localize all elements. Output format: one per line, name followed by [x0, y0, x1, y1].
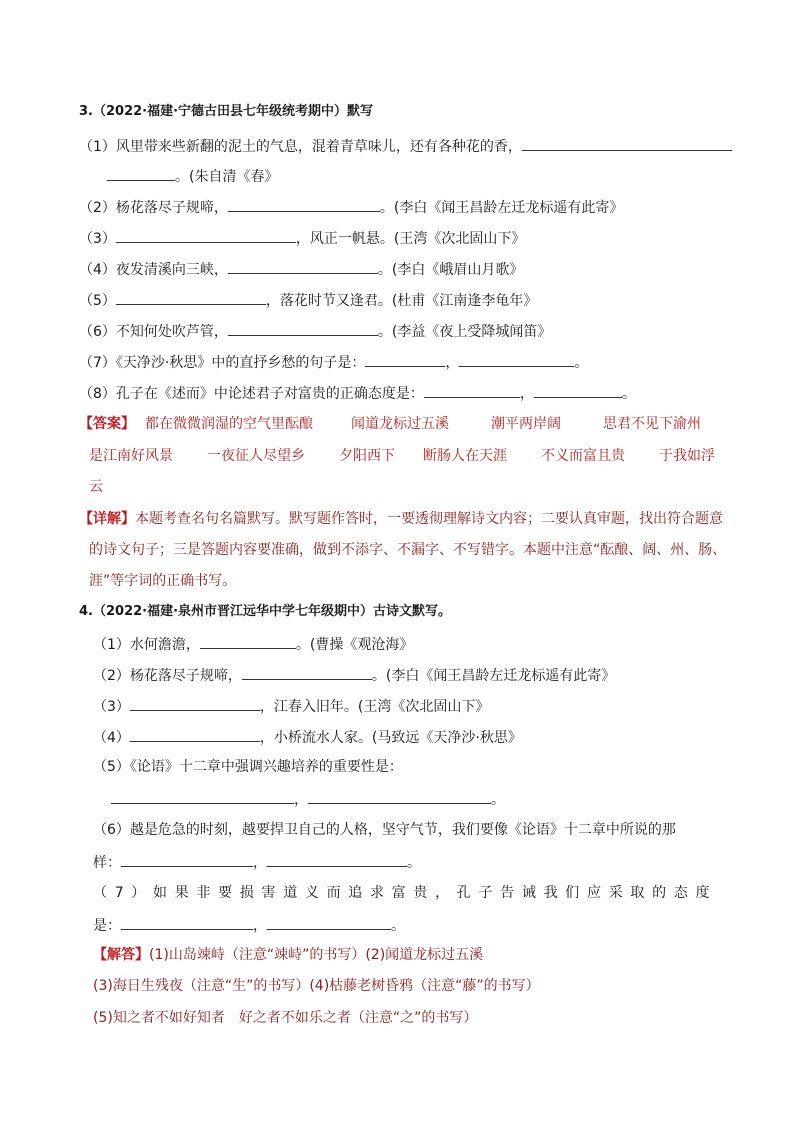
question-4-title: 4.（2022·福建·泉州市晋江远华中学七年级期中）古诗文默写。: [79, 604, 452, 619]
answer-blank: [365, 351, 445, 367]
q3-item-4-source: 。(李白《峨眉山月歌》: [377, 262, 524, 278]
answer-blank: [228, 258, 378, 274]
q3-answer-line-2: [89, 446, 715, 466]
answer-blank: [534, 382, 622, 398]
q4-answer-line-2: (3)海日生残夜（注意“生”的书写）(4)枯藤老树昏鸦（注意“藤”的书写）: [93, 978, 540, 994]
q4-item-3: [93, 695, 489, 717]
answer-phrase: 是江南好风景: [89, 448, 173, 464]
answer-blank: [111, 788, 294, 804]
q3-answer-line-3: 云: [89, 479, 103, 495]
q3-item-6: [79, 320, 551, 342]
q3-item-8-text: （8）孔子在《述而》中论述君子对富贵的正确态度是：: [79, 386, 424, 402]
answer-blank: [121, 851, 253, 867]
q4-item-4: [93, 726, 522, 748]
q3-item-6-text: （6）不知何处吹芦管，: [79, 324, 228, 340]
period: 。: [621, 386, 636, 402]
answer-blank: [200, 633, 296, 649]
q4-item-7-cont: 是：: [93, 918, 121, 934]
q3-detail-line-2: 的诗文句子；三是答题内容要准确，做到不添字、不漏字、不写错字。本题中注意“酝酿、阔、州、肠、: [89, 542, 727, 558]
q3-item-5-source: ，落花时节又逢君。(杜甫《江南逢李龟年》: [265, 293, 538, 309]
q3-item-8: [79, 382, 636, 404]
comma: ，: [445, 355, 460, 371]
q3-item-7-text: （7）《天净沙·秋思》中的直抒乡愁的句子是：: [79, 355, 366, 371]
answer-blank: [116, 227, 296, 243]
answer-blank: [459, 351, 574, 367]
answer-phrase: 闻道龙标过五溪: [351, 416, 449, 432]
q3-item-3-label: （3）: [79, 231, 116, 247]
q4-item-4-source: ，小桥流水人家。(马致远《天净沙·秋思》: [259, 730, 522, 746]
q4-item-7: （7）如果非要损害道义而追求富贵，孔子告诫我们应采取的态度: [93, 885, 718, 901]
answer-blank: [522, 135, 732, 151]
comma: ，: [253, 918, 267, 934]
q4-answer-line-1: [93, 945, 483, 965]
period: 。: [407, 855, 421, 871]
q4-item-7-blanks: [93, 914, 405, 936]
period: 。: [574, 355, 589, 371]
q3-detail-line-3: 涯”等字词的正确书写。: [89, 573, 237, 589]
q4-item-1: [93, 633, 413, 655]
q3-answer-line-1: [79, 414, 701, 434]
answer-phrase: 不义而富且贵: [541, 448, 625, 464]
detail-tag: 【详解】: [79, 511, 135, 527]
answer-blank: [228, 196, 380, 212]
answer-blank: [424, 382, 520, 398]
answer-blank: [267, 851, 407, 867]
answer-phrase: 于我如浮: [659, 448, 715, 464]
answer-blank: [267, 914, 391, 930]
answer-tag: 【答案】: [79, 416, 135, 432]
answer-blank: [130, 726, 260, 742]
answer-phrase: 夕阳西下: [339, 448, 395, 464]
period: 。: [391, 918, 405, 934]
q4-item-3-source: ，江春入旧年。(王湾《次北固山下》: [259, 699, 490, 715]
q4-item-6-blanks: [93, 851, 421, 873]
answer-blank: [121, 914, 253, 930]
q3-item-1-source: 。(朱自清《春》: [175, 169, 279, 185]
q3-item-5: [79, 289, 537, 311]
q3-item-2-source: 。(李白《闻王昌龄左迁龙标遥有此寄》: [379, 200, 624, 216]
answer-blank: [107, 165, 175, 181]
q3-item-1-text: （1）风里带来些新翻的泥土的气息，混着青草味儿，还有各种花的香，: [79, 139, 522, 155]
answer-phrase: 潮平两岸阔: [491, 416, 561, 432]
q3-item-4-text: （4）夜发清溪向三峡，: [79, 262, 228, 278]
answer-blank: [130, 695, 260, 711]
comma: ，: [253, 855, 267, 871]
q3-item-3-source: ，风正一帆悬。(王湾《次北固山下》: [295, 231, 526, 247]
q3-item-2: [79, 196, 623, 218]
answer-phrase: 断肠人在天涯: [423, 448, 507, 464]
answer-blank: [116, 289, 266, 305]
question-3-title: 3.（2022·福建·宁德古田县七年级统考期中）默写: [79, 104, 374, 119]
q4-item-6-cont: 样：: [93, 855, 121, 871]
detail-text: 本题考查名句名篇默写。默写题作答时，一要透彻理解诗文内容；二要认真审题，找出符合题意: [135, 511, 723, 527]
q3-item-2-text: （2）杨花落尽子规啼，: [79, 200, 228, 216]
answer-phrase: 都在微微润湿的空气里酝酿: [145, 416, 313, 432]
q3-item-3: [79, 227, 525, 249]
period: 。: [491, 792, 505, 808]
q3-item-5-label: （5）: [79, 293, 116, 309]
answer-blank: [242, 664, 372, 680]
answer-text: (1)山岛竦峙（注意“竦峙”的书写）(2)闻道龙标过五溪: [149, 947, 484, 963]
q4-answer-line-3: (5)知之者不如好知者 好之者不如乐之者（注意“之”的书写）: [93, 1010, 478, 1026]
comma: ，: [294, 792, 308, 808]
q4-item-1-source: 。(曹操《观沧海》: [295, 637, 414, 653]
q4-item-4-label: （4）: [93, 730, 130, 746]
q3-item-1-cont: [107, 165, 278, 187]
q4-item-5: （5）《论语》十二章中强调兴趣培养的重要性是：: [93, 759, 403, 775]
q4-item-5-blanks: [111, 788, 505, 810]
q4-item-2: [93, 664, 615, 686]
answer-phrase: 思君不见下渝州: [603, 416, 701, 432]
comma: ，: [519, 386, 534, 402]
q3-item-4: [79, 258, 523, 280]
q4-item-6: （6）越是危急的时刻，越要捍卫自己的人格，坚守气节，我们要像《论语》十二章中所说的那: [93, 822, 676, 838]
q4-item-3-label: （3）: [93, 699, 130, 715]
q3-item-1: [79, 135, 732, 157]
q3-item-6-source: 。(李益《夜上受降城闻笛》: [377, 324, 552, 340]
answer-phrase: 一夜征人尽望乡: [207, 448, 305, 464]
q3-item-7: [79, 351, 588, 373]
answer-tag: 【解答】: [93, 947, 149, 963]
answer-blank: [228, 320, 378, 336]
q4-item-1-text: （1）水何澹澹，: [93, 637, 200, 653]
q3-detail-line-1: [79, 509, 723, 529]
answer-blank: [308, 788, 491, 804]
q4-item-2-text: （2）杨花落尽子规啼，: [93, 668, 242, 684]
q4-item-2-source: 。(李白《闻王昌龄左迁龙标遥有此寄》: [371, 668, 616, 684]
